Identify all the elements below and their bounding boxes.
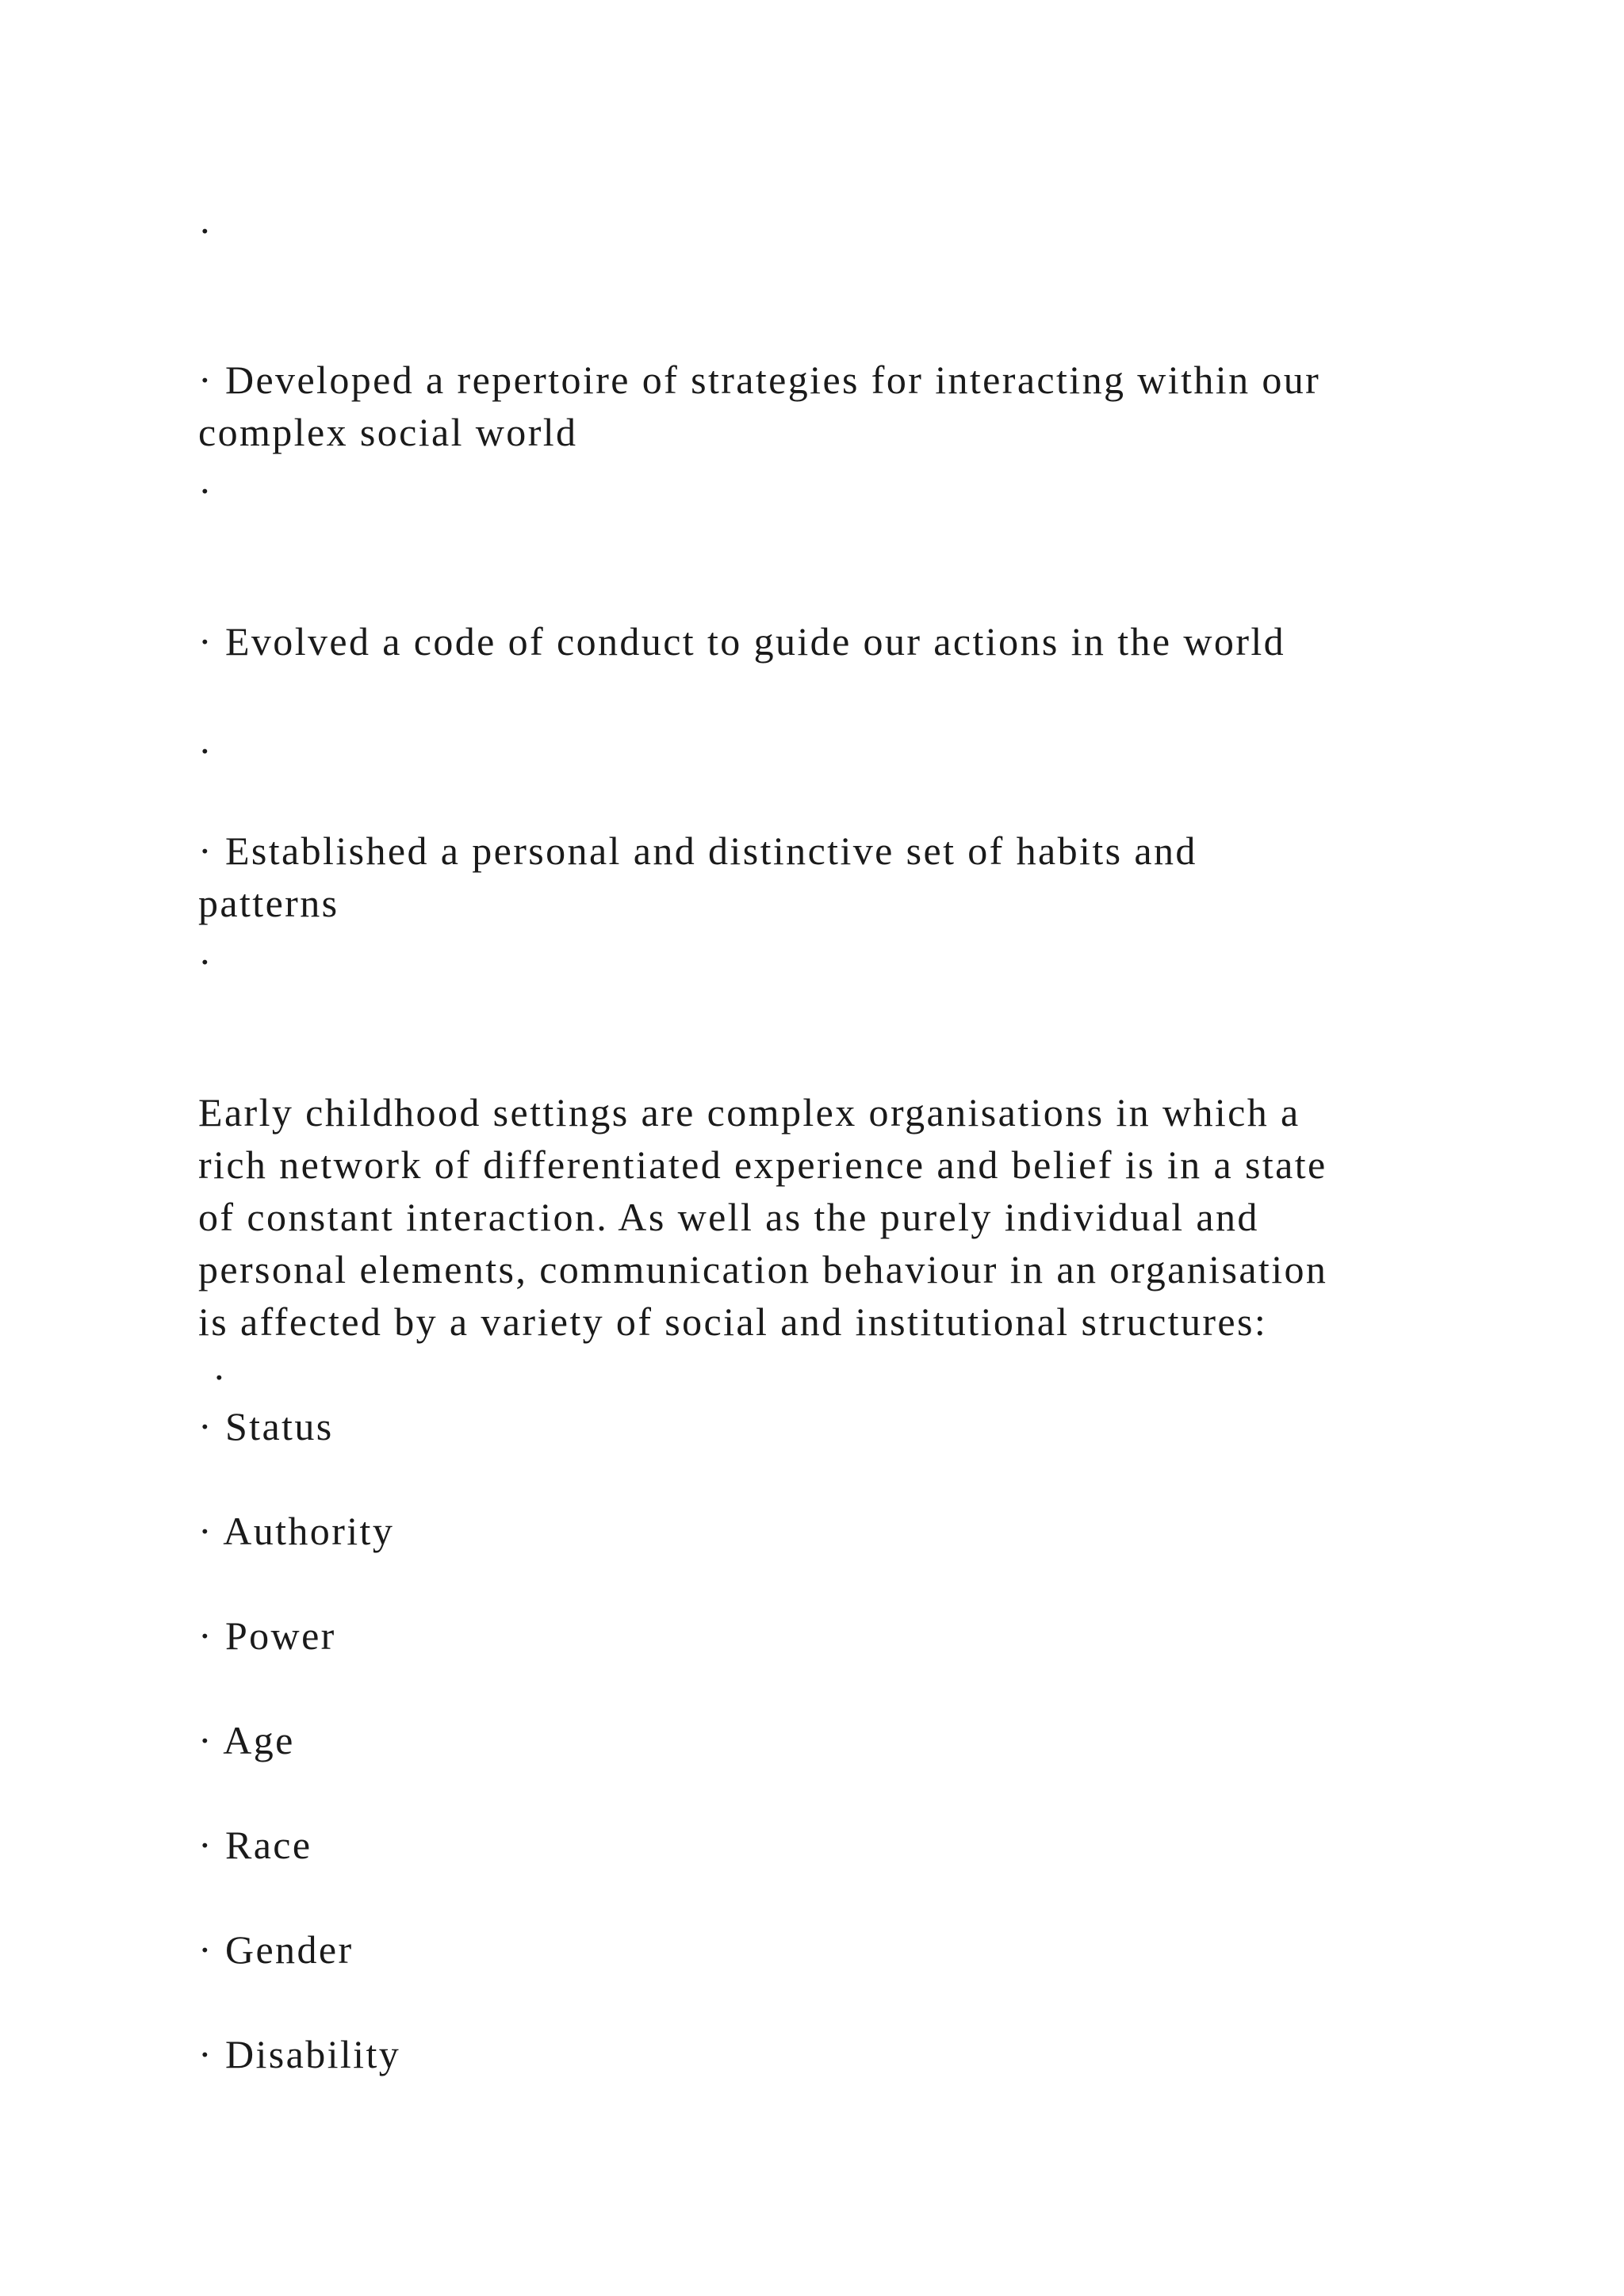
structure-item-gender: · Gender <box>198 1927 354 1972</box>
paragraph-line: of constant interaction. As well as the purely individual and <box>198 1195 1259 1239</box>
bullet-dot: · <box>198 209 212 253</box>
structure-item-status: · Status <box>198 1404 334 1448</box>
bullet-item-strategies: · Developed a repertoire of strategies for interacting within our <box>198 358 1321 402</box>
paragraph-line: rich network of differentiated experience and belief is in a state <box>198 1142 1327 1187</box>
structure-item-disability: · Disability <box>198 2032 401 2076</box>
structure-item-authority: · Authority <box>198 1509 395 1553</box>
bullet-item-code-of-conduct: · Evolved a code of conduct to guide our actions in the world <box>198 619 1286 664</box>
bullet-dot: · <box>198 729 212 773</box>
paragraph-line: personal elements, communication behaviour in an organisation <box>198 1247 1328 1292</box>
bullet-dot: · <box>198 939 212 984</box>
structure-item-age: · Age <box>198 1718 295 1762</box>
paragraph-line: is affected by a variety of social and institutional structures: <box>198 1299 1268 1344</box>
bullet-item-habits-continued: patterns <box>198 881 339 925</box>
bullet-dot: · <box>198 469 212 513</box>
bullet-item-strategies-continued: complex social world <box>198 410 578 454</box>
bullet-dot: · <box>213 1355 226 1399</box>
paragraph-line: Early childhood settings are complex organisations in which a <box>198 1090 1300 1135</box>
structure-item-power: · Power <box>198 1613 336 1658</box>
structure-item-race: · Race <box>198 1823 312 1867</box>
bullet-item-habits: · Established a personal and distinctive set of habits and <box>198 828 1197 873</box>
